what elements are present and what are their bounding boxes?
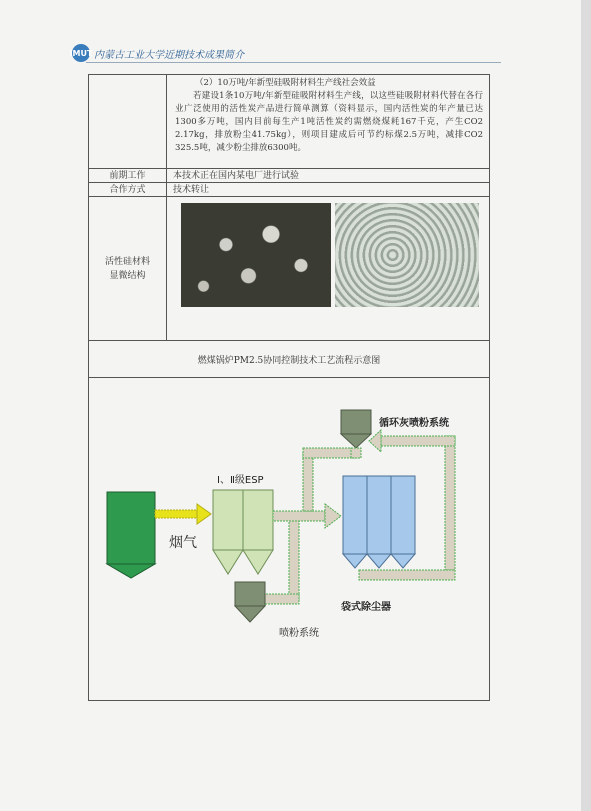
- spray-duct-vertical: [289, 521, 299, 601]
- boiler-body: [107, 492, 155, 564]
- return-duct-bottom: [359, 570, 455, 580]
- page-edge-shadow: [581, 0, 591, 811]
- caption-row: [89, 341, 489, 378]
- prework-row: [89, 169, 489, 183]
- header-divider: [86, 62, 501, 63]
- baghouse-hopper-2: [367, 554, 391, 568]
- flue-gas-label: 烟气: [169, 535, 197, 551]
- spray-system-label: 喷粉系统: [279, 628, 319, 639]
- return-duct-top: [381, 436, 455, 446]
- recirc-system-label: 循环灰喷粉系统: [379, 418, 449, 429]
- cooperation-row: [89, 183, 489, 197]
- esp-hopper-2: [243, 550, 273, 574]
- esp-body-1: [213, 490, 243, 550]
- diagram-caption: 燃煤锅炉PM2.5协同控制技术工艺流程示意图: [197, 355, 381, 366]
- benefit-text: [175, 77, 483, 155]
- esp-label: Ⅰ、Ⅱ级ESP: [217, 475, 264, 486]
- flue-gas-arrow: [155, 510, 197, 518]
- recirc-to-top: [351, 448, 361, 458]
- esp-body-2: [243, 490, 273, 550]
- esp-to-bag-duct: [273, 511, 325, 521]
- header-title: 内蒙古工业大学近期技术成果简介: [94, 50, 244, 61]
- baghouse-hopper-1: [343, 554, 367, 568]
- baghouse-label: 袋式除尘器: [341, 602, 391, 613]
- spray-hopper-cone: [235, 606, 265, 622]
- prework-label: 前期工作: [89, 169, 167, 182]
- recirc-hopper-body: [341, 410, 371, 434]
- esp-hopper-1: [213, 550, 243, 574]
- sem-image-particles: [181, 203, 331, 307]
- page-header: [69, 44, 272, 64]
- benefit-heading: （2）10万吨/年新型硅吸附材料生产线社会效益: [195, 78, 376, 88]
- sem-image-porous: [335, 203, 479, 307]
- info-table: [88, 74, 490, 701]
- recirc-duct-vertical: [303, 453, 313, 511]
- return-duct-right: [445, 436, 455, 570]
- benefit-row: [89, 75, 489, 169]
- cooperation-label: 合作方式: [89, 183, 167, 196]
- recirc-duct-horizontal: [303, 448, 357, 458]
- benefit-label-cell: [89, 75, 167, 168]
- process-diagram: [89, 378, 489, 700]
- boiler-hopper: [107, 564, 155, 578]
- microstructure-label: 活性硅材料显微结构: [89, 197, 167, 340]
- esp-to-bag-arrowhead: [325, 504, 341, 528]
- cooperation-value: 技术转让: [173, 185, 210, 195]
- spray-hopper-body: [235, 582, 265, 606]
- flue-gas-arrowhead: [197, 504, 211, 524]
- university-logo: IMUT: [72, 44, 90, 62]
- prework-value: 本技术正在国内某电厂进行试验: [173, 171, 300, 181]
- recirc-hopper-cone: [341, 434, 371, 448]
- benefit-paragraph: 若建设1条10万吨/年新型硅吸附材料生产线，以这些硅吸附材料代替在各行业广泛使用的活性炭产品进行简单测算（资料显示，国内活性炭的年产量已达1300多万吨，国内目前每生产1吨活性炭约需燃烧煤耗167千克，产生CO2 2.17kg，排放粉尘41.75kg），则项目建成后可节约标煤2.5万吨，减排CO2 325.5吨，减少粉尘排放6300吨。: [175, 91, 483, 153]
- baghouse-bag-2: [367, 476, 391, 554]
- baghouse-bag-3: [391, 476, 415, 554]
- baghouse-hopper-3: [391, 554, 415, 568]
- spray-duct-horizontal: [263, 594, 299, 604]
- baghouse-bag-1: [343, 476, 367, 554]
